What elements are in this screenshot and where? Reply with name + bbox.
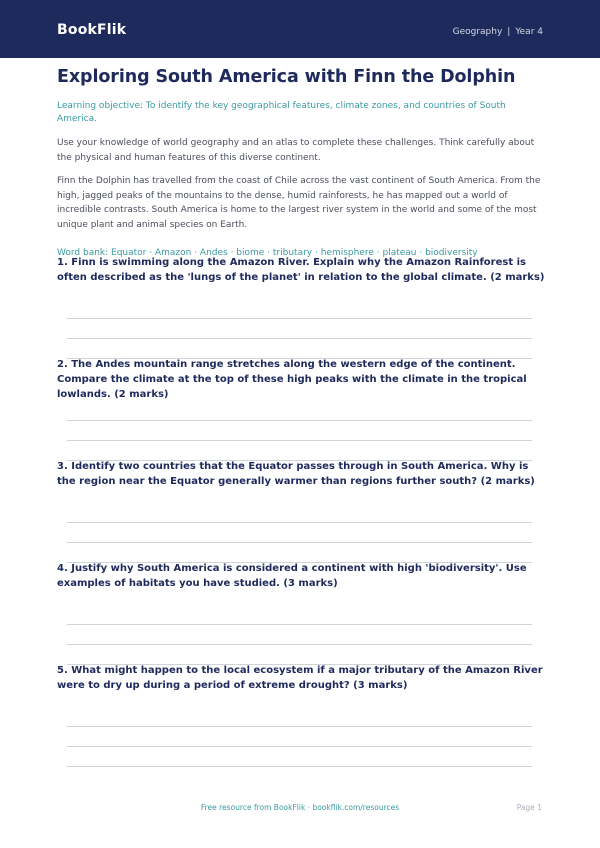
word-bank: Word bank: Equator · Amazon · Andes · biome · tributary · hemisphere · plateau · biodiversity [57, 247, 478, 258]
intro-section [57, 66, 545, 260]
instructions-paragraph: Use your knowledge of world geography and an atlas to complete these challenges. Think carefully about the physical and human features of this diverse continent. [57, 138, 535, 163]
subject-label: Geography [452, 27, 503, 37]
learning-objective: Learning objective: To identify the key geographical features, climate zones, and countries of South America. [57, 101, 506, 124]
question-text: 3. Identify two countries that the Equator passes through in South America. Why is the region near the Equator generally warmer than regions further south? (2 marks) [57, 461, 535, 487]
question-text: 5. What might happen to the local ecosystem if a major tributary of the Amazon River were to dry up during a period of extreme drought? (3 marks) [57, 665, 543, 691]
story-paragraph: Finn the Dolphin has travelled from the coast of Chile across the vast continent of South America. From the high, jagged peaks of the mountains to the dense, humid rainforests, he has mapped out a world of incredible contrasts. South America is home to the largest river system in the world and some of the most unique plant and animal species on Earth. [57, 176, 541, 230]
header-bar [0, 0, 600, 58]
question-text: 1. Finn is swimming along the Amazon River. Explain why the Amazon Rainforest is often described as the 'lungs of the planet' in relation to the global climate. (2 marks) [57, 257, 545, 283]
answer-line[interactable] [67, 440, 532, 441]
page-title: Exploring South America with Finn the Dolphin [57, 67, 516, 87]
year-label: Year 4 [515, 27, 543, 37]
question-text: 4. Justify why South America is considered a continent with high 'biodiversity'. Use examples of habitats you have studied. (3 marks) [57, 563, 527, 589]
question-2 [57, 357, 547, 402]
answer-line[interactable] [67, 420, 532, 421]
meta-separator: | [507, 27, 511, 37]
question-5 [57, 663, 547, 693]
answer-line[interactable] [67, 318, 532, 319]
answer-line[interactable] [67, 746, 532, 747]
brand-logo[interactable]: BookFlik [57, 22, 127, 38]
question-3 [57, 459, 547, 489]
page-number: Page 1 [516, 803, 542, 812]
question-1 [57, 255, 547, 285]
answer-line[interactable] [67, 522, 532, 523]
header-meta [453, 27, 543, 37]
answer-line[interactable] [67, 644, 532, 645]
answer-line[interactable] [67, 624, 532, 625]
answer-line[interactable] [67, 542, 532, 543]
question-text: 2. The Andes mountain range stretches along the western edge of the continent. Compare the climate at the top of these high peaks with the climate in the tropical lowlands. (2 marks) [57, 359, 527, 400]
answer-line[interactable] [67, 766, 532, 767]
answer-line[interactable] [67, 338, 532, 339]
footer-source-link[interactable]: Free resource from BookFlik · bookflik.com/resources [200, 803, 400, 812]
question-4 [57, 561, 547, 591]
footer [0, 801, 600, 815]
answer-line[interactable] [67, 726, 532, 727]
